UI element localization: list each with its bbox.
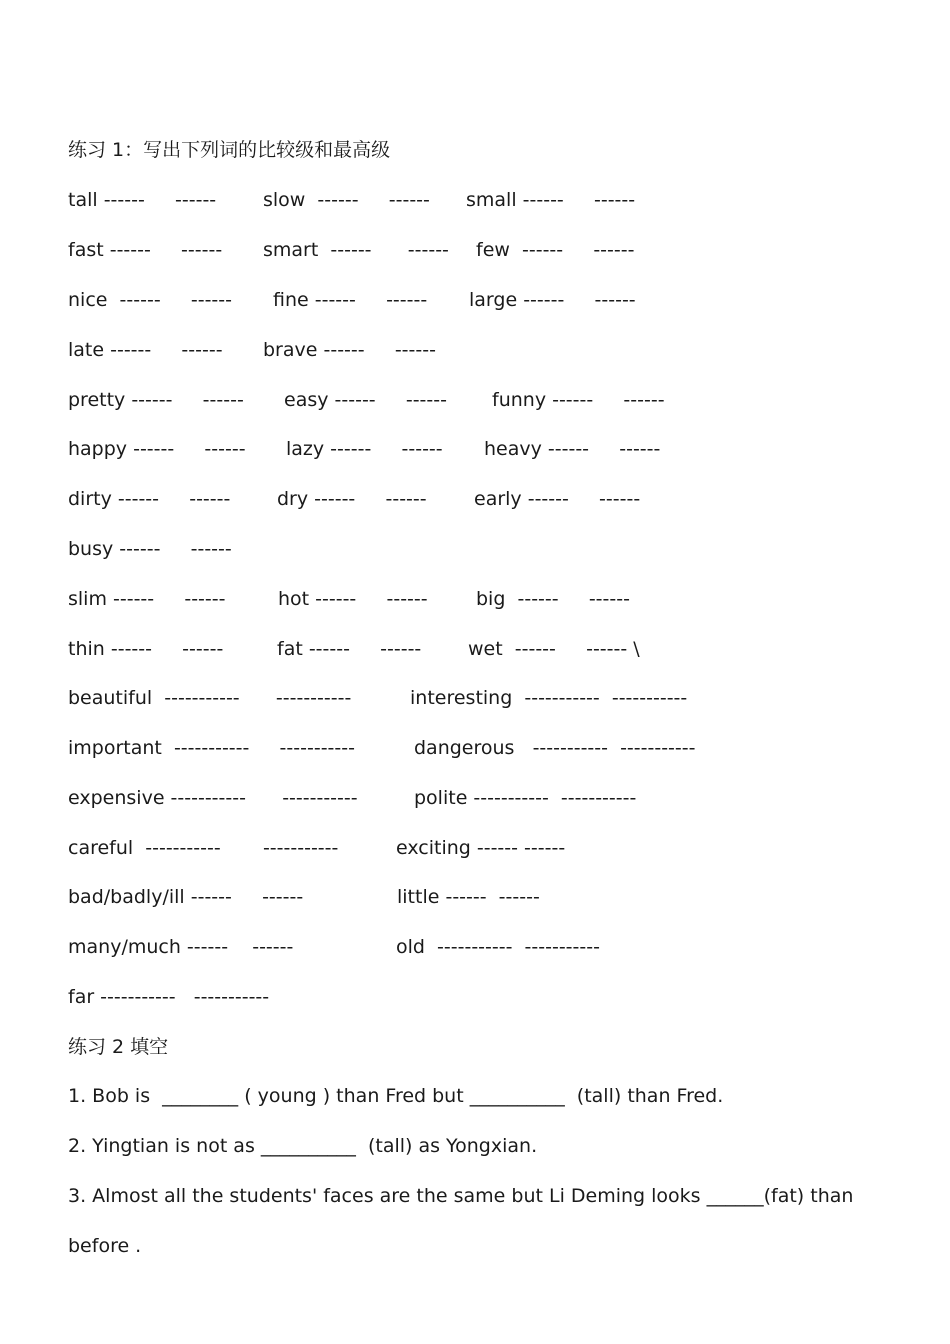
word-item: exciting ------ ------ — [396, 837, 566, 859]
word-item: lazy ------ ------ — [286, 438, 443, 460]
word-item: far ----------- ----------- — [68, 986, 270, 1008]
sentence-2: 2. Yingtian is not as __________ (tall) as Yongxian. — [68, 1135, 538, 1157]
word-item: little ------ ------ — [397, 886, 540, 908]
word-item: large ------ ------ — [469, 289, 636, 311]
word-item: fat ------ ------ — [277, 638, 422, 660]
word-item: nice ------ ------ — [68, 289, 233, 311]
exercise2-title: 练习 2 填空 — [68, 1036, 169, 1058]
word-item: small ------ ------ — [466, 189, 636, 211]
word-item: dirty ------ ------ — [68, 488, 231, 510]
word-item: happy ------ ------ — [68, 438, 246, 460]
word-item: smart ------ ------ — [263, 239, 449, 261]
word-item: tall ------ ------ — [68, 189, 217, 211]
word-item: slim ------ ------ — [68, 588, 226, 610]
word-item: dangerous ----------- ----------- — [414, 737, 696, 759]
word-item: pretty ------ ------ — [68, 389, 244, 411]
word-item: big ------ ------ — [476, 588, 630, 610]
word-item: fast ------ ------ — [68, 239, 223, 261]
word-item: careful ----------- ----------- — [68, 837, 339, 859]
word-item: expensive ----------- ----------- — [68, 787, 358, 809]
word-item: late ------ ------ — [68, 339, 223, 361]
word-item: few ------ ------ — [476, 239, 635, 261]
word-item: brave ------ ------ — [263, 339, 436, 361]
sentence-1: 1. Bob is ________ ( young ) than Fred but __________ (tall) than Fred. — [68, 1085, 724, 1107]
word-item: old ----------- ----------- — [396, 936, 600, 958]
word-item: easy ------ ------ — [284, 389, 447, 411]
word-item: important ----------- ----------- — [68, 737, 355, 759]
word-item: beautiful ----------- ----------- — [68, 687, 352, 709]
exercise1-title: 练习 1：写出下列词的比较级和最高级 — [68, 139, 391, 161]
word-item: slow ------ ------ — [263, 189, 430, 211]
word-item: bad/badly/ill ------ ------ — [68, 886, 304, 908]
word-item: early ------ ------ — [474, 488, 641, 510]
word-item: busy ------ ------ — [68, 538, 232, 560]
word-item: heavy ------ ------ — [484, 438, 661, 460]
sentence-3-continued: before . — [68, 1235, 142, 1257]
word-item: hot ------ ------ — [278, 588, 428, 610]
word-item: polite ----------- ----------- — [414, 787, 637, 809]
word-item: funny ------ ------ — [492, 389, 665, 411]
word-item: wet ------ ------ \ — [468, 638, 640, 660]
word-item: many/much ------ ------ — [68, 936, 294, 958]
word-item: thin ------ ------ — [68, 638, 224, 660]
sentence-3: 3. Almost all the students' faces are the same but Li Deming looks ______(fat) than — [68, 1185, 854, 1207]
word-item: interesting ----------- ----------- — [410, 687, 688, 709]
word-item: fine ------ ------ — [273, 289, 428, 311]
word-item: dry ------ ------ — [277, 488, 427, 510]
